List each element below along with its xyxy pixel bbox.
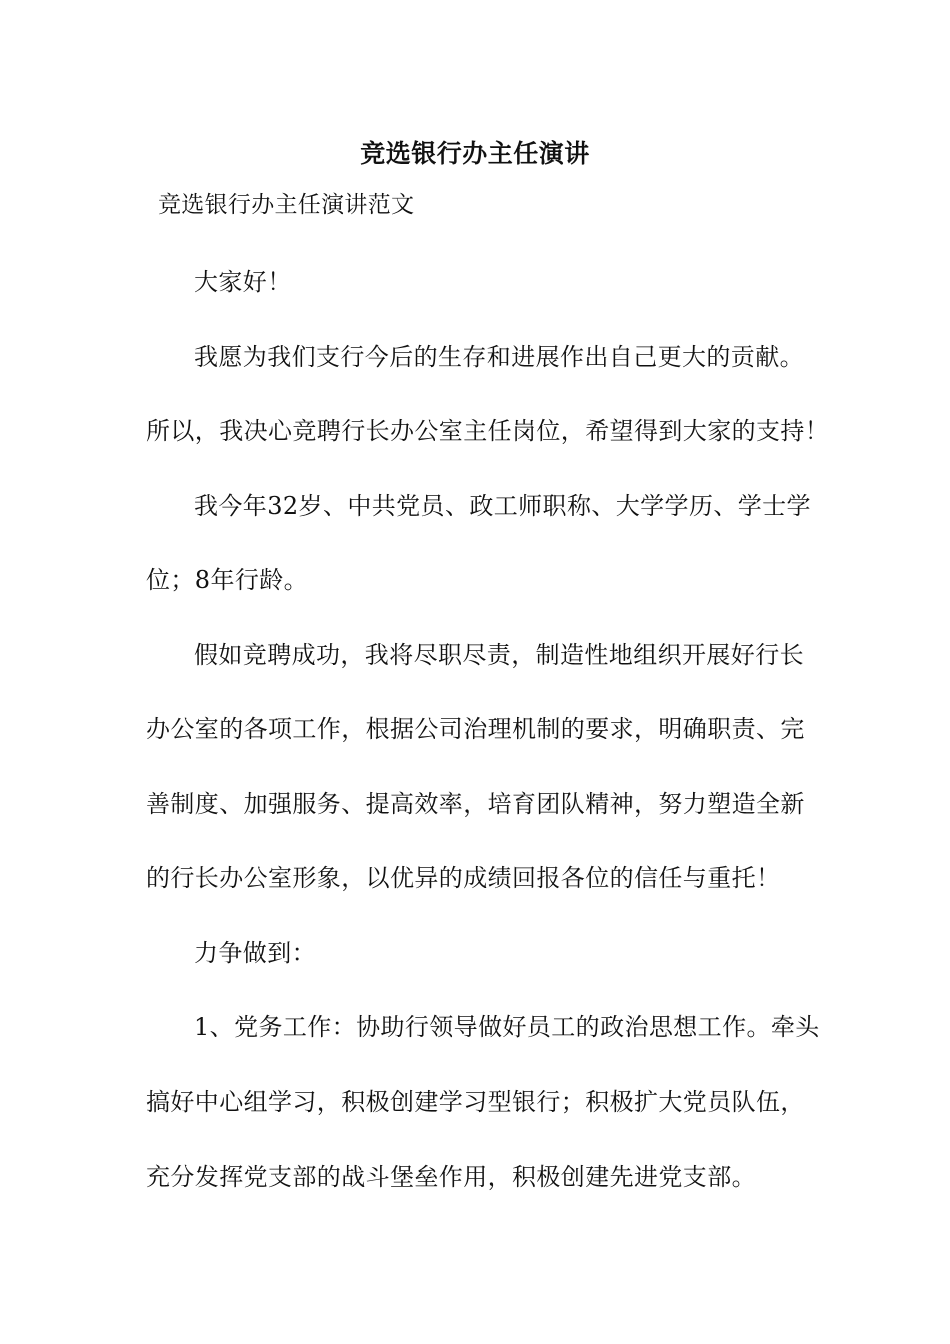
body-line: 充分发挥党支部的战斗堡垒作用，积极创建先进党支部。 bbox=[146, 1163, 756, 1191]
body-line: 位；8年行龄。 bbox=[146, 566, 309, 594]
body-line: 善制度、加强服务、提高效率，培育团队精神，努力塑造全新 bbox=[146, 790, 805, 818]
body-line: 我今年32岁、中共党员、政工师职称、大学学历、学士学 bbox=[194, 492, 811, 520]
body-line: 1、党务工作：协助行领导做好员工的政治思想工作。牵头 bbox=[194, 1013, 820, 1041]
body-line: 力争做到： bbox=[194, 939, 316, 967]
body-line: 的行长办公室形象，以优异的成绩回报各位的信任与重托！ bbox=[146, 864, 781, 892]
body-line-greeting: 大家好！ bbox=[194, 268, 292, 296]
body-line: 办公室的各项工作，根据公司治理机制的要求，明确职责、完 bbox=[146, 715, 805, 743]
document-subtitle: 竞选银行办主任演讲范文 bbox=[158, 192, 415, 218]
body-line: 我愿为我们支行今后的生存和进展作出自己更大的贡献。 bbox=[194, 343, 804, 371]
body-line: 搞好中心组学习，积极创建学习型银行；积极扩大党员队伍， bbox=[146, 1088, 805, 1116]
body-line: 所以，我决心竞聘行长办公室主任岗位，希望得到大家的支持！ bbox=[146, 417, 830, 445]
body-line: 假如竞聘成功，我将尽职尽责，制造性地组织开展好行长 bbox=[194, 641, 804, 669]
document-title: 竞选银行办主任演讲 bbox=[360, 139, 590, 168]
